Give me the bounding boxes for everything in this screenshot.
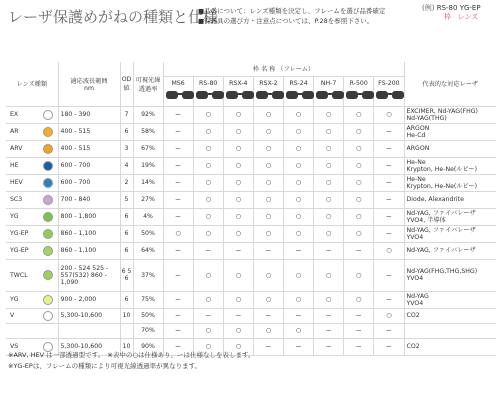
- transmittance: 67%: [133, 140, 163, 157]
- lens-color-swatch: [43, 127, 53, 137]
- frame-availability: ○: [314, 106, 344, 123]
- frame-availability: ○: [374, 106, 404, 123]
- laser-line: Nd-YAG, ファイバレーザ: [406, 226, 476, 234]
- lens-color-swatch: [43, 144, 53, 154]
- frame-availability: ○: [314, 259, 344, 291]
- table-row: [6, 174, 496, 191]
- frame-header: [163, 76, 193, 106]
- frame-availability: ー: [163, 208, 193, 225]
- lens-color: [38, 106, 58, 123]
- frame-availability: ○: [283, 106, 313, 123]
- lens-color-swatch: [43, 195, 53, 205]
- frame-availability: ー: [163, 291, 193, 308]
- frame-availability: ○: [314, 291, 344, 308]
- frame-availability: ○: [314, 208, 344, 225]
- od-value: 6 5 6: [120, 259, 133, 291]
- laser-line: ARGON: [406, 124, 430, 132]
- frame-availability: ー: [163, 174, 193, 191]
- transmittance: 70%: [133, 323, 163, 338]
- lens-name: HEV: [6, 174, 38, 191]
- frame-name: MS6: [171, 79, 185, 87]
- transmittance: 90%: [133, 338, 163, 355]
- laser-line: YVO4: [406, 275, 424, 282]
- glasses-icon: [374, 87, 406, 103]
- frame-availability: ○: [253, 106, 283, 123]
- wavelength: 700 - 840: [58, 191, 120, 208]
- frame-availability: ○: [223, 174, 253, 191]
- frame-header: [193, 76, 223, 106]
- laser-line: Diode, Alexandrite: [406, 196, 464, 203]
- frame-availability: ー: [163, 323, 193, 338]
- frame-availability: ○: [223, 191, 253, 208]
- lens-color-swatch: [43, 246, 53, 256]
- applicable-lasers: [404, 140, 496, 157]
- lens-color: [38, 308, 58, 323]
- frame-availability: ー: [374, 225, 404, 242]
- od-value: 10: [120, 308, 133, 323]
- wavelength: 400 - 515: [58, 123, 120, 140]
- wavelength: 5,300-10,600: [58, 338, 120, 355]
- frame-availability: ○: [223, 225, 253, 242]
- frame-availability: ○: [193, 291, 223, 308]
- od-value: 6: [120, 225, 133, 242]
- frame-name: RS-24: [289, 79, 308, 87]
- header-od: OD値: [120, 62, 133, 106]
- laser-line: He-Cd: [406, 131, 426, 139]
- frame-availability: ○: [253, 191, 283, 208]
- header-frame-group: 枠 名 称 （フレーム）: [163, 62, 404, 76]
- laser-line: ARGON: [406, 145, 430, 152]
- frame-header: [374, 76, 404, 106]
- frame-availability: ー: [163, 338, 193, 355]
- lens-name: EX: [6, 106, 38, 123]
- lens-name: YG-EP: [6, 225, 38, 242]
- frame-availability: ○: [283, 208, 313, 225]
- frame-availability: ー: [163, 191, 193, 208]
- frame-availability: ○: [344, 106, 374, 123]
- frame-availability: ○: [253, 208, 283, 225]
- frame-availability: ○: [253, 174, 283, 191]
- lens-color: [38, 291, 58, 308]
- lens-name: AR: [6, 123, 38, 140]
- glasses-icon: [194, 87, 226, 103]
- frame-availability: ー: [314, 338, 344, 355]
- frame-availability: ○: [193, 123, 223, 140]
- frame-availability: ○: [314, 123, 344, 140]
- frame-availability: ○: [344, 208, 374, 225]
- table-row: [6, 157, 496, 174]
- lens-color: [38, 242, 58, 259]
- frame-name: RSX-4: [229, 79, 248, 87]
- laser-line: Nd-YAG: [406, 292, 429, 300]
- lens-color: [38, 157, 58, 174]
- frame-availability: ○: [223, 291, 253, 308]
- transmittance: 92%: [133, 106, 163, 123]
- lens-color: [38, 225, 58, 242]
- frame-availability: ○: [193, 191, 223, 208]
- frame-availability: ー: [374, 191, 404, 208]
- applicable-lasers: [404, 323, 496, 338]
- od-value: 6: [120, 208, 133, 225]
- laser-line: He-Ne: [406, 158, 426, 166]
- frame-availability: ○: [223, 338, 253, 355]
- frame-availability: ー: [314, 323, 344, 338]
- note-line: ■保護具の選び方・注意点については、P.28を参照下さい。: [198, 17, 374, 25]
- frame-name: RS-80: [199, 79, 218, 87]
- frame-availability: ○: [223, 123, 253, 140]
- laser-line: CO2: [406, 312, 420, 319]
- transmittance: 14%: [133, 174, 163, 191]
- lens-name: TWCL: [6, 259, 38, 291]
- frame-availability: ー: [163, 157, 193, 174]
- transmittance: 50%: [133, 308, 163, 323]
- frame-availability: ○: [193, 208, 223, 225]
- wavelength: 180 - 390: [58, 106, 120, 123]
- wavelength: 5,300-10,600: [58, 308, 120, 323]
- applicable-lasers: [404, 106, 496, 123]
- applicable-lasers: [404, 208, 496, 225]
- laser-line: Nd-YAG(THG): [406, 114, 447, 122]
- lens-color-swatch: [43, 178, 53, 188]
- table-row: [6, 259, 496, 291]
- frame-availability: ー: [374, 323, 404, 338]
- frame-availability: ○: [253, 291, 283, 308]
- table-row: [6, 323, 496, 338]
- frame-availability: ー: [374, 157, 404, 174]
- frame-availability: ー: [163, 259, 193, 291]
- frame-availability: ー: [253, 308, 283, 323]
- frame-availability: ○: [344, 123, 374, 140]
- frame-availability: ○: [283, 291, 313, 308]
- frame-availability: ○: [314, 225, 344, 242]
- applicable-lasers: [404, 191, 496, 208]
- wavelength: 600 - 700: [58, 157, 120, 174]
- lens-name: HE: [6, 157, 38, 174]
- note-line: ■品番について：レンズ種類を決定し、フレームを選び品番確定: [198, 7, 386, 15]
- table-row: [6, 242, 496, 259]
- laser-line: YVO4, 半導体: [406, 216, 446, 224]
- lens-color-swatch: [43, 110, 53, 120]
- frame-availability: ー: [374, 174, 404, 191]
- glasses-icon: [224, 87, 256, 103]
- glasses-icon: [314, 87, 346, 103]
- frame-header: [253, 76, 283, 106]
- example-label: (例): [422, 4, 435, 12]
- lens-color: [38, 123, 58, 140]
- example-code: RS-80: [436, 4, 458, 12]
- frame-availability: ○: [193, 174, 223, 191]
- lens-color-swatch: [43, 212, 53, 222]
- laser-line: Nd-YAG(FHG,THG,SHG): [406, 268, 478, 275]
- lens-name: YG-EP: [6, 242, 38, 259]
- frame-availability: ○: [193, 140, 223, 157]
- frame-name: RSX-2: [259, 79, 278, 87]
- lens-name: YG: [6, 208, 38, 225]
- frame-availability: ー: [344, 338, 374, 355]
- frame-availability: ○: [344, 191, 374, 208]
- page-title: レーザ保護めがねの種類と仕様: [8, 8, 219, 26]
- table-row: [6, 308, 496, 323]
- frame-availability: ー: [374, 259, 404, 291]
- frame-availability: ○: [193, 106, 223, 123]
- frame-availability: ー: [193, 242, 223, 259]
- lens-color-swatch: [43, 161, 53, 171]
- od-value: 6: [120, 291, 133, 308]
- frame-availability: ー: [223, 308, 253, 323]
- frame-availability: ○: [223, 106, 253, 123]
- frame-availability: ー: [193, 308, 223, 323]
- frame-availability: ○: [253, 157, 283, 174]
- od-value: 7: [120, 106, 133, 123]
- table-row: [6, 208, 496, 225]
- transmittance: 64%: [133, 242, 163, 259]
- transmittance: 58%: [133, 123, 163, 140]
- glasses-icon: [254, 87, 286, 103]
- lens-color-swatch: [43, 295, 53, 305]
- frame-availability: ー: [283, 308, 313, 323]
- laser-line: EXCIMER, Nd-YAG(FHG): [406, 107, 478, 115]
- lens-color: [38, 191, 58, 208]
- frame-availability: ○: [193, 259, 223, 291]
- laser-line: Nd-YAG, ファイバレーザ: [406, 209, 476, 217]
- table-row: [6, 291, 496, 308]
- frame-availability: ○: [253, 123, 283, 140]
- example-frame: 枠: [444, 13, 451, 21]
- lens-color: [38, 140, 58, 157]
- footnote: ※ARV, HEV は一部透過型です。 ※表中の○は仕様あり、ーは仕様なしを表します。: [8, 351, 255, 359]
- frame-availability: ○: [223, 208, 253, 225]
- frame-availability: ○: [283, 259, 313, 291]
- transmittance: 4%: [133, 208, 163, 225]
- wavelength: 800 - 1,800: [58, 208, 120, 225]
- laser-line: Nd-YAG, ファイバレーザ: [406, 247, 476, 254]
- od-value: 4: [120, 157, 133, 174]
- applicable-lasers: [404, 242, 496, 259]
- frame-availability: ○: [253, 259, 283, 291]
- lens-name: V: [6, 308, 38, 323]
- frame-name: NH-7: [320, 79, 337, 87]
- frame-availability: ○: [344, 259, 374, 291]
- laser-line: YVO4: [406, 299, 424, 307]
- frame-availability: ○: [314, 140, 344, 157]
- transmittance: 75%: [133, 291, 163, 308]
- frame-availability: ○: [193, 338, 223, 355]
- frame-availability: ○: [283, 174, 313, 191]
- frame-availability: ー: [253, 338, 283, 355]
- laser-line: Krypton, He-Ne(ルビー): [406, 182, 478, 190]
- frame-availability: ー: [314, 242, 344, 259]
- header-wavelength: 適応波長範囲 nm: [58, 62, 120, 106]
- applicable-lasers: [404, 338, 496, 355]
- od-value: 10: [120, 338, 133, 355]
- transmittance: 27%: [133, 191, 163, 208]
- frame-availability: ○: [283, 323, 313, 338]
- applicable-lasers: [404, 123, 496, 140]
- frame-availability: ー: [374, 140, 404, 157]
- header-transmittance: 可視光線透過率: [133, 62, 163, 106]
- wavelength: 860 - 1,100: [58, 242, 120, 259]
- frame-header: [314, 76, 344, 106]
- spec-table: [6, 62, 496, 356]
- frame-availability: ー: [163, 308, 193, 323]
- frame-availability: ー: [163, 106, 193, 123]
- frame-header: [283, 76, 313, 106]
- applicable-lasers: [404, 259, 496, 291]
- wavelength: 600 - 700: [58, 174, 120, 191]
- frame-availability: ○: [344, 174, 374, 191]
- lens-name: YG: [6, 291, 38, 308]
- frame-availability: ー: [163, 242, 193, 259]
- lens-color: [38, 208, 58, 225]
- lens-name: SC3: [6, 191, 38, 208]
- wavelength: 200 - 524 525 - 557(532) 860 - 1,090: [58, 259, 120, 291]
- lens-color: [38, 323, 58, 338]
- frame-availability: ○: [163, 225, 193, 242]
- wavelength: 400 - 515: [58, 140, 120, 157]
- od-value: 3: [120, 140, 133, 157]
- frame-availability: ー: [163, 140, 193, 157]
- wavelength: 860 - 1,100: [58, 225, 120, 242]
- applicable-lasers: [404, 291, 496, 308]
- example-lens: レンズ: [457, 13, 479, 21]
- frame-availability: ○: [374, 242, 404, 259]
- lens-color-swatch: [43, 311, 53, 321]
- frame-availability: ー: [344, 242, 374, 259]
- frame-availability: ー: [374, 338, 404, 355]
- od-value: 5: [120, 191, 133, 208]
- laser-line: CO2: [406, 343, 420, 350]
- frame-availability: ○: [283, 157, 313, 174]
- table-row: [6, 225, 496, 242]
- frame-header: [344, 76, 374, 106]
- header-lasers: 代表的な対応レーザ: [404, 62, 496, 106]
- frame-availability: ○: [344, 225, 374, 242]
- lens-name: VS: [6, 338, 38, 355]
- transmittance: 50%: [133, 225, 163, 242]
- frame-availability: ○: [314, 174, 344, 191]
- transmittance: 19%: [133, 157, 163, 174]
- table-row: [6, 191, 496, 208]
- frame-availability: ー: [253, 242, 283, 259]
- lens-name: ARV: [6, 140, 38, 157]
- frame-availability: ○: [344, 157, 374, 174]
- applicable-lasers: [404, 157, 496, 174]
- notes: [198, 6, 385, 26]
- transmittance: 37%: [133, 259, 163, 291]
- lens-color: [38, 259, 58, 291]
- frame-availability: ○: [283, 123, 313, 140]
- frame-availability: ○: [223, 157, 253, 174]
- wavelength: [58, 323, 120, 338]
- laser-line: YVO4: [406, 233, 424, 241]
- applicable-lasers: [404, 308, 496, 323]
- frame-availability: ー: [163, 123, 193, 140]
- frame-availability: ○: [223, 323, 253, 338]
- table-row: [6, 106, 496, 123]
- table-row: [6, 140, 496, 157]
- lens-color: [38, 174, 58, 191]
- frame-name: FS-200: [378, 79, 400, 87]
- frame-availability: ー: [283, 338, 313, 355]
- frame-availability: ー: [344, 323, 374, 338]
- glasses-icon: [284, 87, 316, 103]
- frame-name: R-500: [349, 79, 368, 87]
- frame-availability: ○: [223, 140, 253, 157]
- od-value: [120, 323, 133, 338]
- wavelength: 900 - 2,000: [58, 291, 120, 308]
- frame-availability: ー: [283, 242, 313, 259]
- frame-availability: ○: [344, 140, 374, 157]
- frame-availability: ○: [193, 225, 223, 242]
- glasses-icon: [164, 87, 196, 103]
- applicable-lasers: [404, 174, 496, 191]
- frame-availability: ○: [283, 191, 313, 208]
- od-value: 6: [120, 242, 133, 259]
- glasses-icon: [344, 87, 376, 103]
- frame-availability: ー: [374, 123, 404, 140]
- frame-availability: ー: [374, 208, 404, 225]
- od-value: 2: [120, 174, 133, 191]
- frame-header: [223, 76, 253, 106]
- frame-availability: ○: [314, 157, 344, 174]
- frame-availability: ○: [193, 323, 223, 338]
- frame-availability: ○: [374, 308, 404, 323]
- example-sep: YG-EP: [459, 4, 481, 12]
- frame-availability: ○: [283, 225, 313, 242]
- lens-color-swatch: [43, 270, 53, 280]
- order-example: [422, 4, 481, 22]
- frame-availability: ー: [223, 242, 253, 259]
- laser-line: He-Ne: [406, 175, 426, 183]
- header-lens-type: レンズ種類: [6, 62, 58, 106]
- frame-availability: ー: [314, 308, 344, 323]
- frame-availability: ○: [253, 323, 283, 338]
- frame-availability: ー: [344, 308, 374, 323]
- frame-availability: ○: [283, 140, 313, 157]
- frame-availability: ○: [253, 225, 283, 242]
- frame-availability: ○: [314, 191, 344, 208]
- frame-availability: ○: [223, 259, 253, 291]
- frame-availability: ○: [253, 140, 283, 157]
- frame-availability: ○: [344, 291, 374, 308]
- table-row: [6, 123, 496, 140]
- frame-availability: ○: [193, 157, 223, 174]
- applicable-lasers: [404, 225, 496, 242]
- frame-availability: ー: [374, 291, 404, 308]
- footnote: ※YG-EPは、フレームの種類により可視光線透過率が異なります。: [8, 362, 202, 370]
- laser-line: Krypton, He-Ne(ルビー): [406, 165, 478, 173]
- lens-color-swatch: [43, 229, 53, 239]
- od-value: 6: [120, 123, 133, 140]
- lens-name: [6, 323, 38, 338]
